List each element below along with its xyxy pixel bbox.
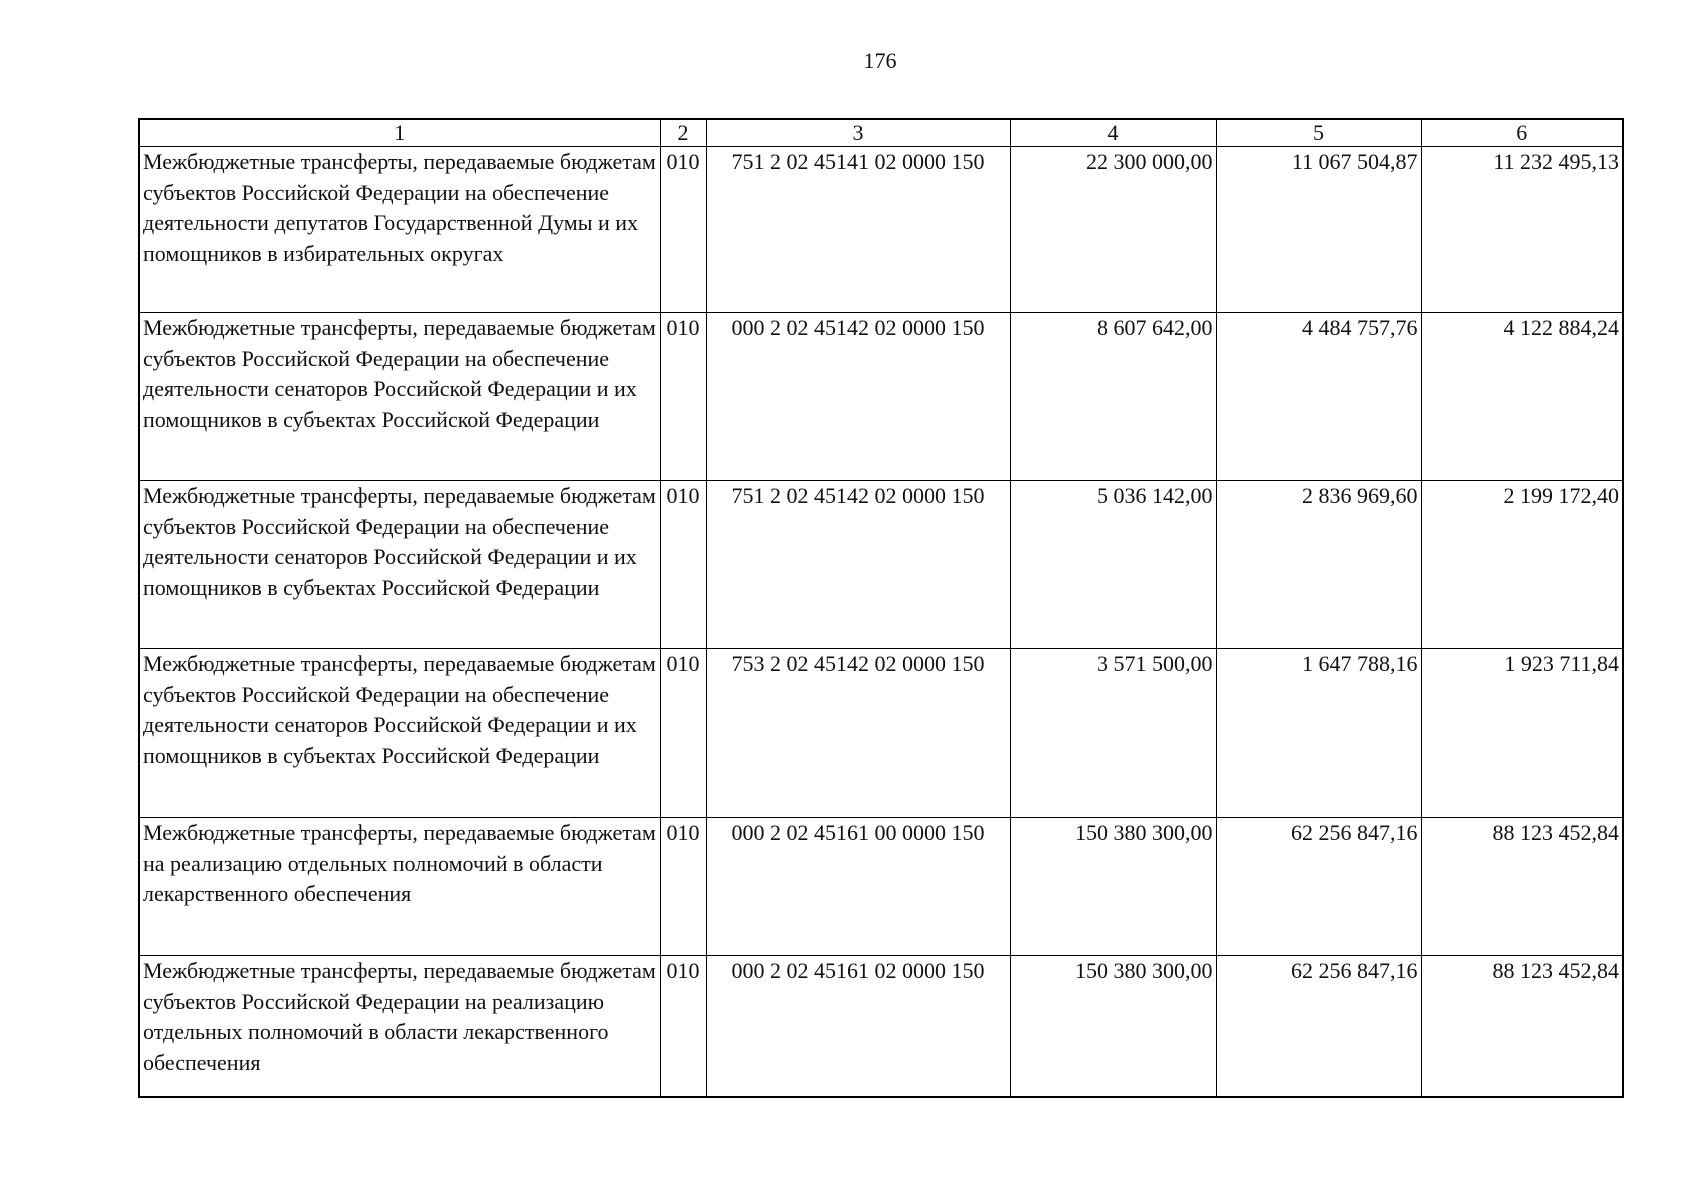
row-description: Межбюджетные трансферты, передаваемые бюджетам субъектов Российской Федерации на реализацию отдельных полномочий в области лекарственного обеспечения (139, 956, 660, 1098)
row-remaining-amount: 88 123 452,84 (1421, 818, 1623, 956)
row-remaining-amount: 11 232 495,13 (1421, 147, 1623, 313)
row-line-code: 010 (660, 313, 706, 481)
row-description: Межбюджетные трансферты, передаваемые бюджетам субъектов Российской Федерации на обеспечение деятельности депутатов Государственной Думы и их помощников в избирательных округах (139, 147, 660, 313)
row-kbk-code: 751 2 02 45142 02 0000 150 (706, 481, 1010, 649)
table-row (139, 481, 1623, 649)
column-header: 5 (1216, 119, 1421, 147)
row-executed-amount: 4 484 757,76 (1216, 313, 1421, 481)
row-executed-amount: 62 256 847,16 (1216, 956, 1421, 1098)
row-line-code: 010 (660, 956, 706, 1098)
row-approved-amount: 150 380 300,00 (1010, 956, 1216, 1098)
row-kbk-code: 753 2 02 45142 02 0000 150 (706, 649, 1010, 818)
row-line-code: 010 (660, 481, 706, 649)
table-row (139, 818, 1623, 956)
row-approved-amount: 3 571 500,00 (1010, 649, 1216, 818)
row-approved-amount: 8 607 642,00 (1010, 313, 1216, 481)
row-description: Межбюджетные трансферты, передаваемые бюджетам субъектов Российской Федерации на обеспечение деятельности сенаторов Российской Федерации и их помощников в субъектах Российской Федерации (139, 481, 660, 649)
row-kbk-code: 000 2 02 45161 00 0000 150 (706, 818, 1010, 956)
table-row (139, 313, 1623, 481)
row-remaining-amount: 4 122 884,24 (1421, 313, 1623, 481)
budget-table (138, 118, 1624, 1098)
row-executed-amount: 11 067 504,87 (1216, 147, 1421, 313)
row-approved-amount: 22 300 000,00 (1010, 147, 1216, 313)
page-number: 176 (863, 48, 897, 73)
row-kbk-code: 000 2 02 45161 02 0000 150 (706, 956, 1010, 1098)
table-row (139, 649, 1623, 818)
row-description: Межбюджетные трансферты, передаваемые бюджетам на реализацию отдельных полномочий в области лекарственного обеспечения (139, 818, 660, 956)
row-line-code: 010 (660, 649, 706, 818)
column-header: 1 (139, 119, 660, 147)
row-remaining-amount: 2 199 172,40 (1421, 481, 1623, 649)
row-kbk-code: 000 2 02 45142 02 0000 150 (706, 313, 1010, 481)
row-executed-amount: 62 256 847,16 (1216, 818, 1421, 956)
row-kbk-code: 751 2 02 45141 02 0000 150 (706, 147, 1010, 313)
column-header: 4 (1010, 119, 1216, 147)
row-executed-amount: 2 836 969,60 (1216, 481, 1421, 649)
row-approved-amount: 150 380 300,00 (1010, 818, 1216, 956)
row-description: Межбюджетные трансферты, передаваемые бюджетам субъектов Российской Федерации на обеспечение деятельности сенаторов Российской Федерации и их помощников в субъектах Российской Федерации (139, 649, 660, 818)
row-executed-amount: 1 647 788,16 (1216, 649, 1421, 818)
table-row (139, 147, 1623, 313)
table-row (139, 956, 1623, 1098)
row-description: Межбюджетные трансферты, передаваемые бюджетам субъектов Российской Федерации на обеспечение деятельности сенаторов Российской Федерации и их помощников в субъектах Российской Федерации (139, 313, 660, 481)
row-remaining-amount: 88 123 452,84 (1421, 956, 1623, 1098)
column-header: 2 (660, 119, 706, 147)
row-approved-amount: 5 036 142,00 (1010, 481, 1216, 649)
row-remaining-amount: 1 923 711,84 (1421, 649, 1623, 818)
column-header: 6 (1421, 119, 1623, 147)
row-line-code: 010 (660, 818, 706, 956)
table-header-row (139, 119, 1623, 147)
row-line-code: 010 (660, 147, 706, 313)
column-header: 3 (706, 119, 1010, 147)
